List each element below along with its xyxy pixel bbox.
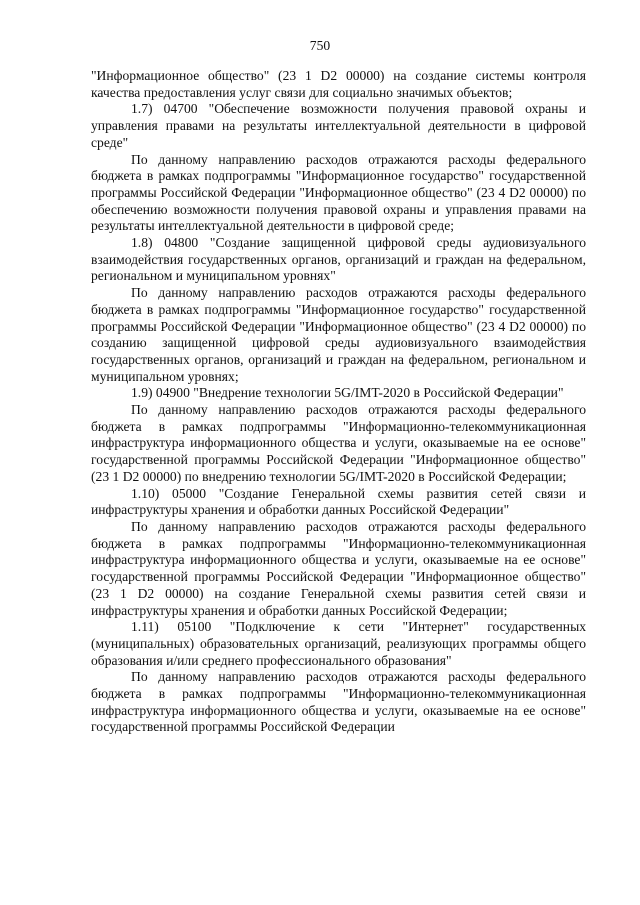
paragraph-item-1-8-description: По данному направлению расходов отражаются расходы федерального бюджета в рамках подпрограммы "Информационное государство" государственной программы Российской Федерации "Информационное общество" (23 4 D2 00000) по созданию защищенной цифровой среды аудиовизуального взаимодействия государственных органов, организаций и граждан на федеральном, региональном и муниципальном уровнях;: [91, 285, 586, 384]
paragraph-item-1-9-heading: 1.9) 04900 "Внедрение технологии 5G/IMT-2020 в Российской Федерации": [131, 385, 564, 401]
paragraph-item-1-7-description: По данному направлению расходов отражаются расходы федерального бюджета в рамках подпрограммы "Информационное государство" государственной программы Российской Федерации "Информационное общество" (23 4 D2 00000) по обеспечению возможности получения правовой охраны и управления правами на результаты интеллектуальной деятельности в цифровой среде;: [91, 151, 586, 234]
paragraph-continuation: "Информационное общество" (23 1 D2 00000) на создание системы контроля качества предоставления услуг связи для социально значимых объектов;: [91, 68, 586, 100]
paragraph-item-1-8-heading: 1.8) 04800 "Создание защищенной цифровой среды аудиовизуального взаимодействия государственных органов, организаций и граждан на федеральном, региональном и муниципальном уровнях": [91, 235, 586, 284]
paragraph-item-1-7-heading: 1.7) 04700 "Обеспечение возможности получения правовой охраны и управления правами на результаты интеллектуальной деятельности в цифровой среде": [91, 101, 586, 150]
page-number: 750: [309, 38, 331, 53]
paragraph-item-1-11-heading: 1.11) 05100 "Подключение к сети "Интернет" государственных (муниципальных) образовательных организаций, реализующих программы общего образования и/или среднего профессионального образования": [91, 619, 586, 668]
paragraph-item-1-11-description: По данному направлению расходов отражаются расходы федерального бюджета в рамках подпрограммы "Информационно-телекоммуникационная инфраструктура информационного общества и услуги, оказываемые на ее основе" государственной программы Российской Федерации: [91, 669, 586, 735]
paragraph-item-1-9-description: По данному направлению расходов отражаются расходы федерального бюджета в рамках подпрограммы "Информационно-телекоммуникационная инфраструктура информационного общества и услуги, оказываемые на ее основе" государственной программы Российской Федерации "Информационное общество" (23 1 D2 00000) по внедрению технологии 5G/IMT-2020 в Российской Федерации;: [91, 402, 586, 484]
document-body: [91, 68, 586, 736]
paragraph-item-1-10-heading: 1.10) 05000 "Создание Генеральной схемы развития сетей связи и инфраструктуры хранения и обработки данных Российской Федерации": [91, 485, 586, 518]
paragraph-item-1-10-description: По данному направлению расходов отражаются расходы федерального бюджета в рамках подпрограммы "Информационно-телекоммуникационная инфраструктура информационного общества и услуги, оказываемые на ее основе" государственной программы Российской Федерации "Информационное общество" (23 1 D2 00000) на создание Генеральной схемы развития сетей связи и инфраструктуры хранения и обработки данных Российской Федерации;: [91, 518, 586, 618]
